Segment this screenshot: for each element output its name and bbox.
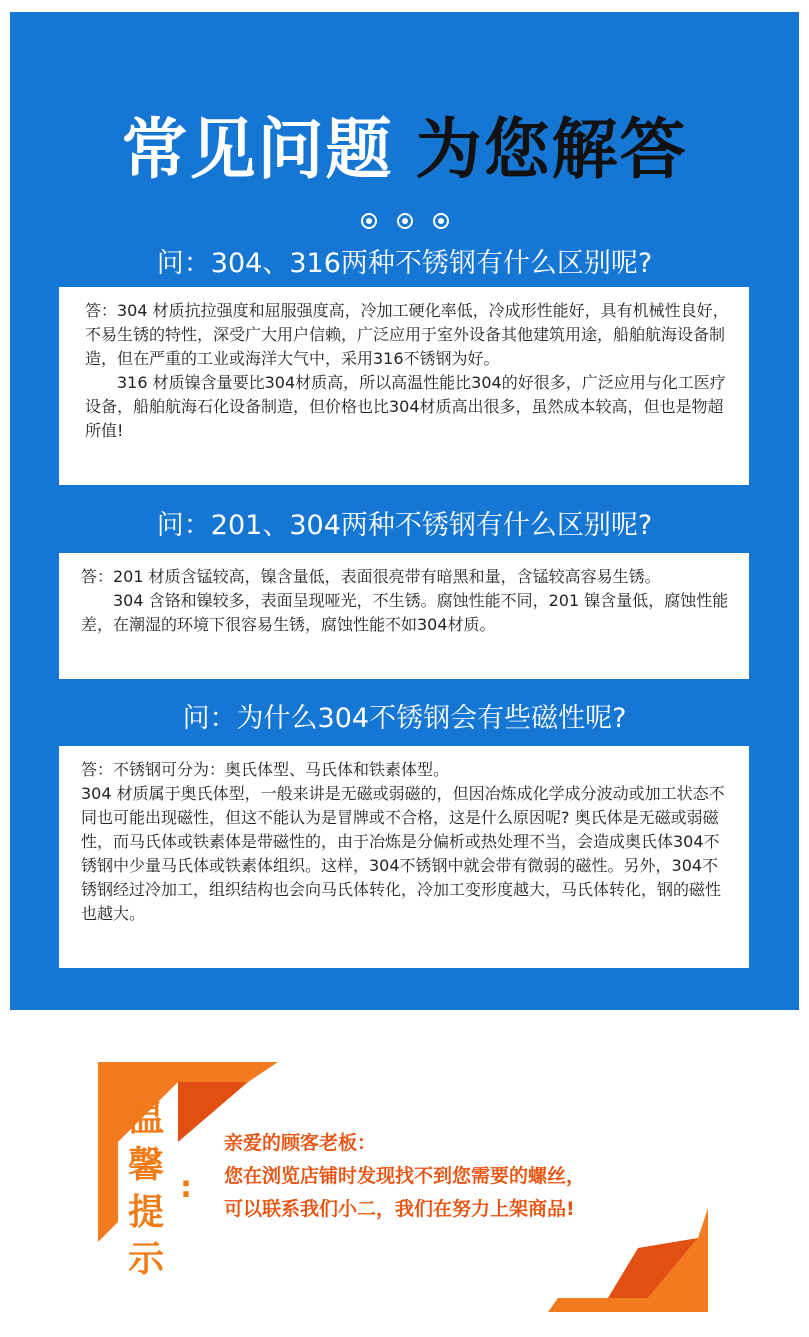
answer-paragraph: 答：201 材质含锰较高，镍含量低，表面很亮带有暗黑和量，含锰较高容易生锈。 — [81, 567, 661, 586]
answer-paragraph: 304 含铬和镍较多，表面呈现哑光，不生锈。腐蚀性能不同，201 镍含量低，腐蚀性能差，在潮湿的环境下很容易生锈，腐蚀性能不如304材质。 — [81, 591, 729, 634]
faq-panel — [10, 12, 799, 1010]
tips-label-char: 示 — [127, 1239, 164, 1280]
faq-question-1: 问：304、316两种不锈钢有什么区别呢? — [156, 248, 653, 279]
circle-dot-icon — [433, 213, 449, 229]
warm-tips-section — [0, 1010, 809, 1337]
answer-paragraph: 答：不锈钢可分为：奥氏体型、马氏体和铁素体型。 — [81, 760, 450, 779]
hero-title-part1: 常见问题 — [121, 111, 394, 188]
decorative-dots — [10, 210, 799, 230]
answer-paragraph: 答：304 材质抗拉强度和屈服强度高，冷加工硬化率低，冷成形性能好，具有机械性良好，不易生锈的特性，深受广大用户信赖，广泛应用于室外设备其他建筑用途，船舶航海设备制造，但在严重的工业或海洋大气中，采用316不锈钢为好。 — [85, 301, 729, 368]
faq-answer-1 — [59, 287, 749, 485]
tips-label — [124, 1095, 168, 1283]
hero-title-part2: 为您解答 — [415, 111, 688, 188]
circle-dot-icon — [361, 213, 377, 229]
answer-paragraph: 316 材质镍含量要比304材质高，所以高温性能比304的好很多，广泛应用与化工医疗设备，船舶航海石化设备制造，但价格也比304材质高出很多，虽然成本较高，但也是物超所值! — [85, 373, 726, 440]
faq-answer-3 — [59, 746, 749, 968]
tips-line: 可以联系我们小二，我们在努力上架商品! — [224, 1198, 575, 1220]
tips-label-char: 提 — [127, 1192, 164, 1233]
faq-question-2: 问：201、304两种不锈钢有什么区别呢? — [156, 510, 653, 541]
tips-line: 亲爱的顾客老板： — [224, 1132, 377, 1154]
tips-label-char: 温 — [127, 1098, 164, 1139]
faq-answer-2 — [59, 553, 749, 679]
circle-dot-icon — [397, 213, 413, 229]
tips-colon: : — [180, 1170, 192, 1205]
answer-paragraph: 304 材质属于奥氏体型，一般来讲是无磁或弱磁的，但因冶炼成化学成分波动或加工状态不同也可能出现磁性，但这不能认为是冒牌或不合格，这是什么原因呢? 奥氏体是无磁或弱磁性，而马氏体或铁素体是带磁性的，由于冶炼是分偏析或热处理不当，会造成奥氏体304不锈钢中少量马氏体或铁素体组织。这样，304不锈钢中就会带有微弱的磁性。另外，304不锈钢经过冷加工，组织结构也会向马氏体转化，冷加工变形度越大，马氏体转化，钢的磁性也越大。 — [81, 784, 725, 923]
tips-message — [224, 1127, 585, 1226]
hero-title — [10, 100, 799, 200]
tips-label-char: 馨 — [127, 1145, 164, 1186]
tips-line: 您在浏览店铺时发现找不到您需要的螺丝， — [224, 1165, 586, 1187]
faq-question-3: 问：为什么304不锈钢会有些磁性呢? — [182, 703, 627, 734]
